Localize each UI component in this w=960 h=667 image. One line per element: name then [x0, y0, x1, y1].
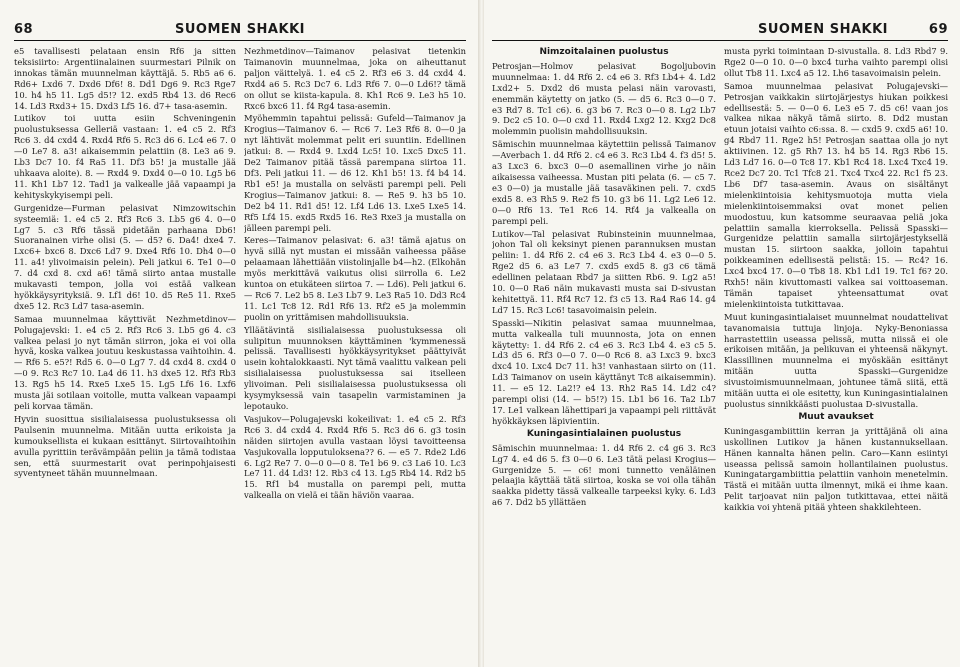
paragraph: Spasski—Nikitin pelasivat samaa muunnelmaa, mutta valkealla tuli muunnosta, jota on ennen käytetty: 1. d4 Rf6 2. c4 e6 3. Rc3 Lb4 4. e3 c5 5. Ld3 d5 6. Rf3 0—0 7. 0—0 Rc6 8. a3 Lxc3 9. bxc3 dxc4 10. Lxc4 Dc7 11. h3! vanhastaan siirto on (11. Ld3 Taimanov on usein käyttänyt Tc8 aikaisemmin). 11. — e5 12. La2!? e4 13. Rh2 Ra5 14. Ld2 c4? parempi olisi (14. — b5!?) 15. Lb1 b6 16. Ta2 Lb7 17. Le1 valkean lähettipari ja vapaampi peli riittävät hyökkäyksen läpivientiin. — [492, 317, 716, 426]
left-page-header — [14, 22, 466, 40]
paragraph: Samaa muunnelmaa käyttivät Nezhmetdinov—Polugajevski: 1. e4 c5 2. Rf3 Rc6 3. Lb5 g6 4. c3 valkea pelasi jo nyt tämän siirron, joka ei voi olla hyvä, koska valkea joutuu keskustassa vaihtoihin. 4. — Rf6 5. e5?! Rd5 6. 0—0 Lg7 7. d4 cxd4 8. cxd4 0—0 9. Rc3 Rc7 10. La4 d6 11. h3 dxe5 12. Rf3 Rb3 13. Rg5 h5 14. Rxe5 Lxe5 15. Lg5 Lf6 16. Lxf6 musta jäi sotilaan voitolle, mutta valkean vapaampi peli korvaa tämän. — [14, 313, 236, 411]
paragraph: e5 tavallisesti pelataan ensin Rf6 ja sitten teksisiirto: Argentiinalainen suurmestari Pilnik on innokas tämän muunnelman käyttäjä. 5. Rb5 a6 6. Rd6+ Lxd6 7. Dxd6 Df6! 8. Dd1 Dg6 9. Rc3 Rge7 10. h4 h5 11. Lg5 d5!? 12. exd5 Rb4 13. d6 Rec6 14. Ld3 Rxd3+ 15. Dxd3 Lf5 16. d7+ tasa-asemin. — [14, 46, 236, 111]
paragraph: Petrosjan—Holmov pelasivat Bogoljubovin muunnelmaa: 1. d4 Rf6 2. c4 e6 3. Rf3 Lb4+ 4. Ld2 Lxd2+ 5. Dxd2 d6 musta pelasi näin varovasti, enemmän käytetty on jatko (5. — d5 6. Rc3 0—0 7. e3 Rd7 8. Tc1 c6). 6. g3 b6 7. Rc3 0—0 8. Lg2 Lb7 9. Dc2 c5 10. 0—0 cxd 11. Rxd4 Lxg2 12. Kxg2 Dc8 molemmin puolisin mahdollisuuksin. — [492, 60, 716, 137]
right-page — [482, 0, 960, 667]
paragraph: Hyvin suosittua sisilialaisessa puolustuksessa oli Paulsenin muunnelma. Mitään uutta erikoista ja kumouksellista ei kukaan esittänyt. Siirtovaihtoihin avulla pyrittiin terävämpään peliin ja tämä todistaa sen, että suurmestarit ovat perinpohjaisesti syventyneet tähän muunnelmaan. — [14, 413, 236, 479]
paragraph: Kuningasgambiittiin kerran ja yrittäjänä oli aina uskollinen Lutikov ja hänen kustannuksellaan. Hänen kannalta hänen pelin. Caro—Kann esiintyi useassa pelissä samoin hollantilainen puolustus. Kuningatargambiittia pelattiin vanhoin menetelmin. Tästä ei mitään uutta ilmennyt, mikä ei ihme kaan. Pelit tarjoavat niin paljon tutkittavaa, ettei näitä kaikkia voi yhtenä pitää yhteen shakkilehteen. — [724, 425, 948, 513]
running-title: SUOMEN SHAKKI — [175, 22, 305, 37]
paragraph: Sämischin muunnelmaa: 1. d4 Rf6 2. c4 g6 3. Rc3 Lg7 4. e4 d6 5. f3 0—0 6. Le3 tätä pelasi Krogius—Gurgenidze 5. — c6! moni tunnetto venäläinen pelaajia käyttää tätä siirtoa, koska se voi olla tähän saakka pidetty tässä valkealle tarpeeksi kyky. 6. Ld3 a6 7. Dd2 b5 yllättäen — [492, 442, 716, 508]
paragraph: Nezhmetdinov—Taimanov pelasivat tietenkin Taimanovin muunnelmaa, joka on aiheuttanut paljon väittelyä. 1. e4 c5 2. Rf3 e6 3. d4 cxd4 4. Rxd4 a6 5. Rc3 Dc7 6. Ld3 Rf6 7. 0—0 Ld6!? tämä on ollut se kiista-kapula. 8. Kh1 Rc6 9. Le3 h5 10. Rxc6 bxc6 11. f4 Rg4 tasa-asemin. — [244, 46, 466, 111]
paragraph: Samoa muunnelmaa pelasivat Polugajevski—Petrosjan vaikkakin siirtojärjestys hiukan poikkesi edellisestä: 5. — 0—0 6. Le3 e5 7. d5 c6! vaan jos valkea nikaa näkyä tämä siirto. 8. Dd2 mustan etuun jotaisi vaihto c6:ssa. 8. — cxd5 9. cxd5 a6! 10. g4 Rbd7 11. Rge2 h5! Petrosjan saattaa olla jo nyt aktiivinen. 12. g5 Rh7 13. h4 b5 14. Rg3 Rb6 15. Ld3 Ld7 16. 0—0 Tc8 17. Kb1 Rc4 18. Lxc4 Txc4 19. Rce2 Dc7 20. Tc1 Tfc8 21. Txc4 Txc4 22. Rc1 f5 23. Lb6 Df7 tasa-asemin. Avaus on sisältänyt mielenkiintoisia kehitysmuotoja mutta viela mielenkiintoisemmaksi ovat monet pelien muodostuu, kun katsomme seuraavaa peliä joka pelattiin samalla kierroksella. Pelissä Spasski—Gurgenidze pelattiin samalla siirtojärjestyksellä mustan 15. siirtoon saakka, jolloin tapahtui poikkeaminen edellisestä pelistä: 15. — Rc4? 16. Lxc4 bxc4 17. 0—0 Tb8 18. Kb1 Ld1 19. Tc1 f6? 20. Rxh5! näin kivuttomasti valkea sai voittoaseman. Tämän tapaiset yhteensattumat ovat mielenkiintoista tutkittavaa. — [724, 80, 948, 309]
left-column-1 — [14, 46, 236, 659]
paragraph: Lutikov toi uutta esiin Schveningenin puolustuksessa Gelleriä vastaan: 1. e4 c5 2. Rf3 Rc6 3. d4 cxd4 4. Rxd4 Rf6 5. Rc3 d6 6. Lc4 e6 7. 0—0 Le7 8. a3! aikaisemmin pelattiin (8. Le3 a6 9. Lb3 Dc7 10. f4 Ra5 11. Df3 b5! ja mustalle jää uhkaava aloite). 8. — Rxd4 9. Dxd4 0—0 10. Lg5 b6 11. Kh1 Lb7 12. Tad1 ja valkealle jää vapaampi ja kehityskykyisempi peli. — [14, 113, 236, 200]
paragraph: Lutikov—Tal pelasivat Rubinsteinin muunnelmaa, johon Tal oli keksinyt pienen parannuksen mustan peliin: 1. d4 Rf6 2. c4 e6 3. Rc3 Lb4 4. e3 0—0 5. Rge2 d5 6. a3 Le7 7. cxd5 exd5 8. g3 c6 tämä edellinen pelataan Rbd7 ja siitten Rb6. 9. Lg2 a5! 10. 0—0 Ra6 näin mukavasti musta sai D-sivustan kehitettyä. 11. Rf4 Rc7 12. f3 c5 13. Ra4 Ra6 14. g4 Ld7 15. Rc3 Lc6! tasavoimaisin pelein. — [492, 228, 716, 315]
paragraph: Gurgenidze—Furman pelasivat Nimzowitschin systeemiä: 1. e4 c5 2. Rf3 Rc6 3. Lb5 g6 4. 0—0 Lg7 5. c3 Rf6 tässä pidetään parhaana Db6! Suoranainen virhe olisi (5. — d5? 6. Da4! dxe4 7. Lxc6+ bxc6 8. Dxc6 Ld7 9. Dxe4 Rf6 10. Dh4 0—0 11. a4! ylivoimaisin pelein). Peli jatkui 6. Te1 0—0 7. d4 cxd 8. cxd a6! tämä siirto antaa mustalle mukavasti tempon, jolla voi estää valkean hyökkäysyrityksiä. 9. Lf1 d6! 10. d5 Re5 11. Rxe5 dxe5 12. Rc3 Ld7 tasa-asemin. — [14, 202, 236, 311]
right-column-2 — [724, 46, 948, 659]
paragraph: Sämischin muunnelmaa käytettiin pelissä Taimanov—Averbach 1. d4 Rf6 2. c4 e6 3. Rc3 Lb4 4. f3 d5! 5. a3 Lxc3 6. bxc3 0—0 asemallinen virhe jo näin aikaisessa vaiheessa. Mustan piti pelata (6. — c5 7. e3 0—0) ja mustalle jää tasaväkinen peli. 7. cxd5 exd5 8. e3 Rh5 9. Re2 f5 10. g3 b6 11. Lg2 Le6 12. 0—0 Rf6 13. Te1 Rc6 14. Rf4 ja valkealla on parempi peli. — [492, 139, 716, 226]
paragraph: Keres—Taimanov pelasivat: 6. a3! tämä ajatus on hyvä sillä nyt mustan ei missään vaiheessa pääse pelaamaan lähettiään viistolinjalle b4—h2. (Elkohän myös merkittävä vaikutus olisi siirrolla 6. Le2 kuntoa on etukäteen siirtoa 7. — Ld6). Peli jatkui 6. — Rc6 7. Le2 b5 8. Le3 Lb7 9. Le3 Ra5 10. Dd3 Rc4 11. Lc1 Tc8 12. Rd1 Rf6 13. Rf2 e5 ja molemmin puolin on yrittämisen mahdollisuuksia. — [244, 235, 466, 322]
header-rule — [14, 40, 466, 41]
right-page-header — [492, 22, 948, 40]
page-number: 69 — [928, 22, 948, 37]
left-column-2 — [244, 46, 466, 659]
header-rule — [492, 40, 948, 41]
running-title: SUOMEN SHAKKI — [758, 22, 888, 37]
section-heading: Muut avaukset — [798, 411, 874, 422]
paragraph: Muut kuningasintialaiset muunnelmat noudattelivat tavanomaisia tuttuja linjoja. Nyky-Benoniassa harrastettiin useassa pelissä, mutta niissä ei ole erikoisen mitään, ja pelikuvan ei yhteensä näkynyt. Klassillinen muunnelma ei myöskään esittänyt mitään uutta Spasski—Gurgenidze sivustoimismuunnelmaan, johtunee tämä siitä, että mitään uutta ei ole esitetty, kun Kuningasintialainen puolustus sinnikkäästi puolustaa D-sivustalla. — [724, 311, 948, 409]
page-number: 68 — [14, 22, 34, 37]
section-heading: Kuningasintialainen puolustus — [526, 428, 682, 439]
paragraph: Vasjukov—Polugajevski kokeilivat: 1. e4 c5 2. Rf3 Rc6 3. d4 cxd4 4. Rxd4 Rf6 5. Rc3 d6 6. g3 tosin näiden siirtojen avulla vastaan löysi tavoitteensa Vasjukovalla lopputuloksena?? 6. — e5 7. Rde2 Ld6 6. Lg2 Re7 7. 0—0 0—0 8. Te1 b6 9. c3 La6 10. Lc3 Le7 11. d4 Ld3! 12. Rb3 c4 13. Lg5 Rb4 14. Rd2 b5 15. Rf1 b4 mustalla on parempi peli, mutta valkealla on vielä ei tään häviön vaaraa. — [244, 413, 466, 501]
right-column-1 — [492, 46, 716, 659]
paragraph: Ylläätävintä sisilialaisessa puolustuksessa oli sulipitun muunnoksen käyttäminen 'kymmenessä pelissä. Tavallisesti hyökkäysyritykset päättyivät usein kohtalokkaasti. Nyt tämä vaalittu valkean peli sisilialaisessa puolustuksessa sai itselleen ylivoiman. Peli sisilialaisessa puolustuksessa oli kysymyksessä vain tasapelin varmistaminen ja lepotauko. — [244, 324, 466, 411]
paragraph: musta pyrki toimintaan D-sivustalla. 8. Ld3 Rbd7 9. Rge2 0—0 10. 0—0 bxc4 turha vaihto parempi olisi ollut Tb8 11. Lxc4 a5 12. Lh6 tasavoimaisin pelein. — [724, 46, 948, 78]
paragraph: Myöhemmin tapahtui pelissä: Gufeld—Taimanov ja Krogius—Taimanov 6. — Rc6 7. Le3 Rf6 8. 0—0 ja nyt lähtivät molemmat pelit eri suuntiin. Edellinen jatkui: 8. — Rxd4 9. Lxd4 Lc5! 10. Lxc5 Dxc5 11. De2 Taimanov pitää tässä parempana siirtoa 11. Df3. Peli jatkui 11. — d6 12. Kh1 b5! 13. f4 b4 14. Rb1 e5! ja mustalla on selvästi parempi peli. Peli Krogius—Taimanov jatkui: 8. — Re5 9. h3 b5 10. De2 b4 11. Rd1 d5! 12. Lf4 Ld6 13. Lxe5 Lxe5 14. Rf5 Lf4 15. exd5 Rxd5 16. Re3 Rxe3 ja mustalla on jälleen parempi peli. — [244, 113, 466, 233]
section-heading: Nimzoitalainen puolustus — [539, 47, 669, 57]
left-columns — [14, 46, 466, 659]
right-columns — [492, 46, 948, 659]
